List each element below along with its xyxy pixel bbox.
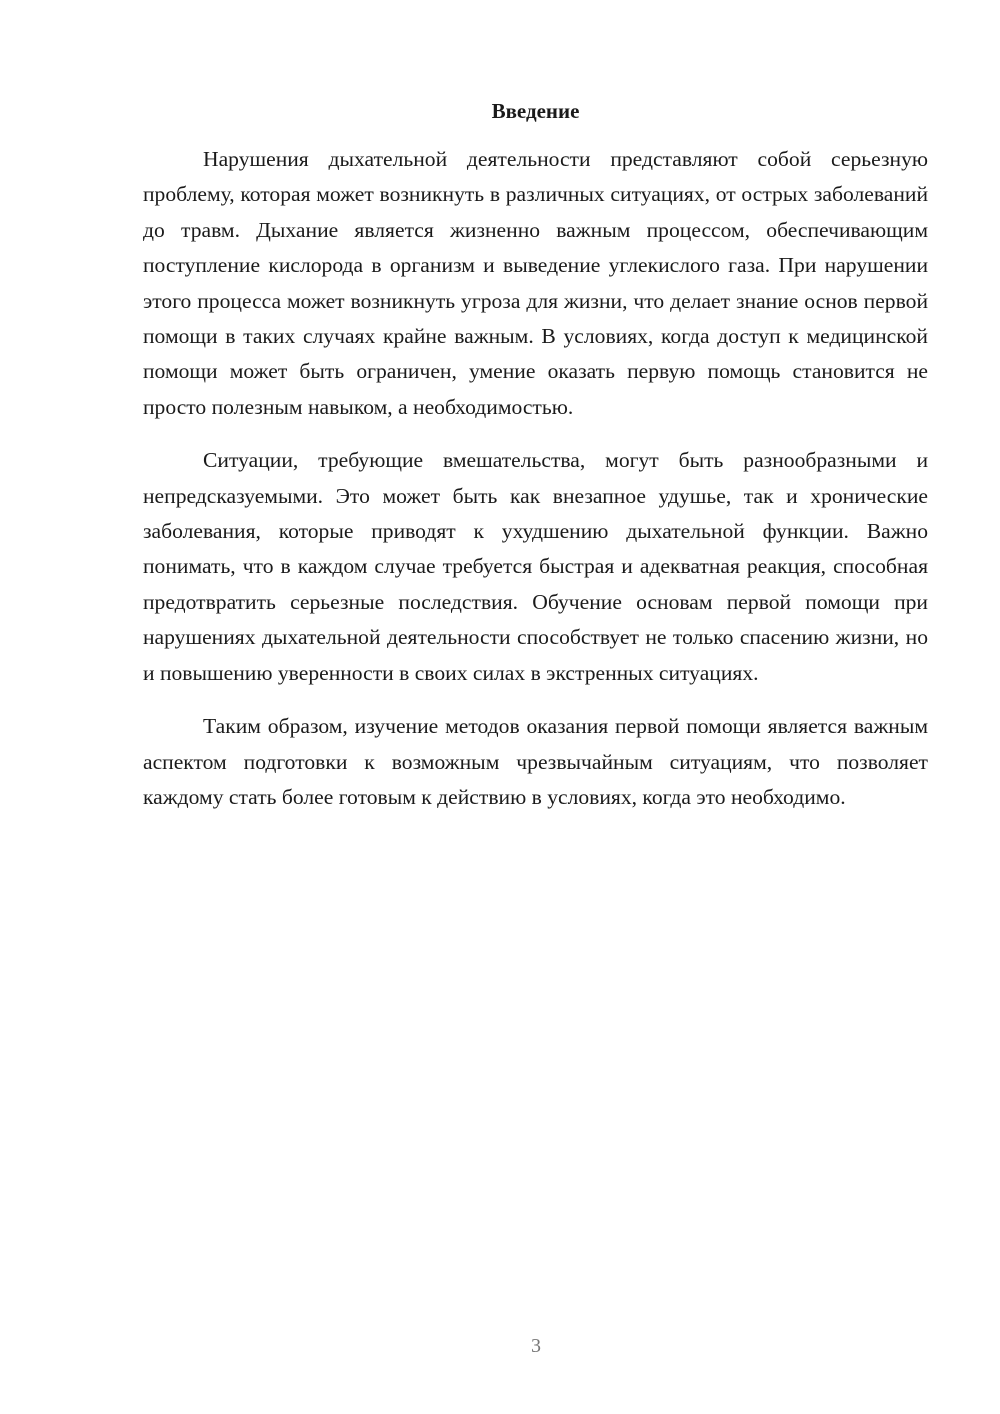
paragraph-1: Нарушения дыхательной деятельности представляют собой серьезную проблему, которая может возникнуть в различных ситуациях, от острых заболеваний до травм. Дыхание является жизненно важным процессом, обеспечивающим поступление кислорода в организм и выведение углекислого газа. При нарушении этого процесса может возникнуть угроза для жизни, что делает знание основ первой помощи в таких случаях крайне важным. В условиях, когда доступ к медицинской помощи может быть ограничен, умение оказать первую помощь становится не просто полезным навыком, а необходимостью. bbox=[143, 147, 928, 419]
section-heading: Введение bbox=[491, 99, 580, 123]
page-number: 3 bbox=[531, 1335, 541, 1357]
paragraph-3: Таким образом, изучение методов оказания первой помощи является важным аспектом подготовки к возможным чрезвычайным ситуациям, что позволяет каждому стать более готовым к действию в условиях, когда это необходимо. bbox=[143, 714, 928, 809]
paragraph-2: Ситуации, требующие вмешательства, могут быть разнообразными и непредсказуемыми. Это может быть как внезапное удушье, так и хронические заболевания, которые приводят к ухудшению дыхательной функции. Важно понимать, что в каждом случае требуется быстрая и адекватная реакция, способная предотвратить серьезные последствия. Обучение основам первой помощи при нарушениях дыхательной деятельности способствует не только спасению жизни, но и повышению уверенности в своих силах в экстренных ситуациях. bbox=[143, 448, 928, 685]
body-text bbox=[143, 142, 928, 833]
